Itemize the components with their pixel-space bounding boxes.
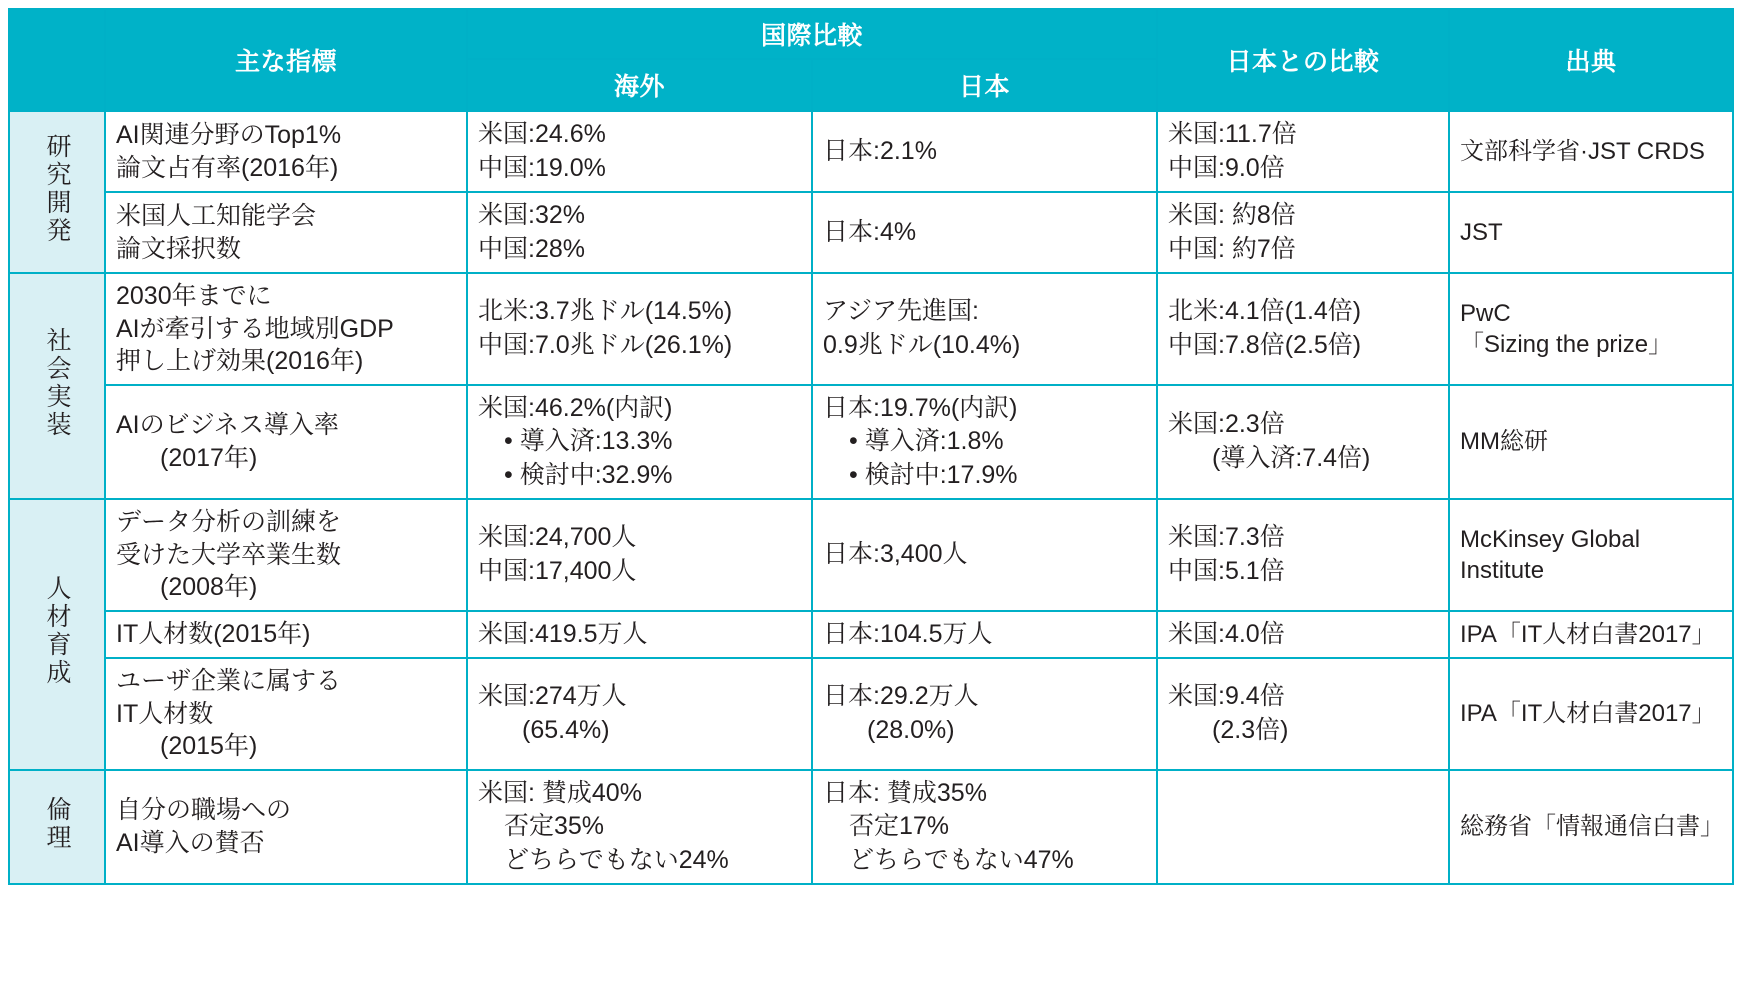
cell-overseas: 米国:32% 中国:28% — [467, 192, 812, 273]
cell-overseas: 米国:46.2%(内訳) • 導入済:13.3% • 検討中:32.9% — [467, 385, 812, 500]
cell-source: PwC 「Sizing the prize」 — [1449, 273, 1733, 385]
cell-japan: 日本:3,400人 — [812, 499, 1157, 611]
cell-indicator: 米国人工知能学会 論文採択数 — [105, 192, 467, 273]
cell-overseas: 米国:24,700人 中国:17,400人 — [467, 499, 812, 611]
cell-overseas: 米国: 賛成40% 否定35% どちらでもない24% — [467, 770, 812, 885]
header-overseas: 海外 — [467, 59, 812, 111]
cell-comparison: 米国:7.3倍 中国:5.1倍 — [1157, 499, 1449, 611]
cell-comparison: 北米:4.1倍(1.4倍) 中国:7.8倍(2.5倍) — [1157, 273, 1449, 385]
cell-source: McKinsey Global Institute — [1449, 499, 1733, 611]
row-category-label: 社会実装 — [43, 327, 71, 439]
cell-japan: 日本:19.7%(内訳) • 導入済:1.8% • 検討中:17.9% — [812, 385, 1157, 500]
cell-source: 文部科学省·JST CRDS — [1449, 111, 1733, 192]
cell-source: IPA「IT人材白書2017」 — [1449, 658, 1733, 770]
row-category — [9, 273, 105, 499]
comparison-table — [8, 8, 1734, 885]
cell-overseas: 米国:274万人 (65.4%) — [467, 658, 812, 770]
cell-source: 総務省「情報通信白書」 — [1449, 770, 1733, 885]
cell-indicator: ユーザ企業に属する IT人材数 (2015年) — [105, 658, 467, 770]
row-category — [9, 499, 105, 770]
header-international: 国際比較 — [467, 9, 1157, 59]
cell-indicator: データ分析の訓練を 受けた大学卒業生数 (2008年) — [105, 499, 467, 611]
header-source: 出典 — [1449, 9, 1733, 111]
table-row — [9, 499, 1733, 611]
cell-indicator: AI関連分野のTop1% 論文占有率(2016年) — [105, 111, 467, 192]
cell-comparison: 米国: 約8倍 中国: 約7倍 — [1157, 192, 1449, 273]
row-category — [9, 770, 105, 885]
cell-indicator: 2030年までに AIが牽引する地域別GDP 押し上げ効果(2016年) — [105, 273, 467, 385]
table-row — [9, 658, 1733, 770]
table-row — [9, 111, 1733, 192]
table-row — [9, 611, 1733, 659]
cell-indicator: AIのビジネス導入率 (2017年) — [105, 385, 467, 500]
row-category — [9, 111, 105, 273]
table-body — [9, 111, 1733, 884]
cell-overseas: 米国:419.5万人 — [467, 611, 812, 659]
cell-comparison: 米国:9.4倍 (2.3倍) — [1157, 658, 1449, 770]
row-category-label: 倫理 — [43, 795, 71, 852]
cell-source: MM総研 — [1449, 385, 1733, 500]
table-row — [9, 192, 1733, 273]
cell-japan: 日本:2.1% — [812, 111, 1157, 192]
cell-overseas: 米国:24.6% 中国:19.0% — [467, 111, 812, 192]
cell-source: JST — [1449, 192, 1733, 273]
cell-source: IPA「IT人材白書2017」 — [1449, 611, 1733, 659]
cell-indicator: 自分の職場への AI導入の賛否 — [105, 770, 467, 885]
cell-overseas: 北米:3.7兆ドル(14.5%) 中国:7.0兆ドル(26.1%) — [467, 273, 812, 385]
cell-indicator: IT人材数(2015年) — [105, 611, 467, 659]
cell-comparison — [1157, 770, 1449, 885]
cell-comparison: 米国:11.7倍 中国:9.0倍 — [1157, 111, 1449, 192]
cell-japan: 日本: 賛成35% 否定17% どちらでもない47% — [812, 770, 1157, 885]
table-header-row-1 — [9, 9, 1733, 59]
cell-comparison: 米国:2.3倍 (導入済:7.4倍) — [1157, 385, 1449, 500]
table-header — [9, 9, 1733, 111]
header-japan: 日本 — [812, 59, 1157, 111]
row-category-label: 人材育成 — [43, 575, 71, 688]
table-row — [9, 385, 1733, 500]
header-indicator: 主な指標 — [105, 9, 467, 111]
cell-japan: 日本:4% — [812, 192, 1157, 273]
table-row — [9, 273, 1733, 385]
header-category-corner — [9, 9, 105, 111]
cell-japan: 日本:29.2万人 (28.0%) — [812, 658, 1157, 770]
row-category-label: 研究開発 — [43, 133, 71, 245]
cell-comparison: 米国:4.0倍 — [1157, 611, 1449, 659]
header-comparison: 日本との比較 — [1157, 9, 1449, 111]
table-row — [9, 770, 1733, 885]
cell-japan: 日本:104.5万人 — [812, 611, 1157, 659]
cell-japan: アジア先進国: 0.9兆ドル(10.4%) — [812, 273, 1157, 385]
